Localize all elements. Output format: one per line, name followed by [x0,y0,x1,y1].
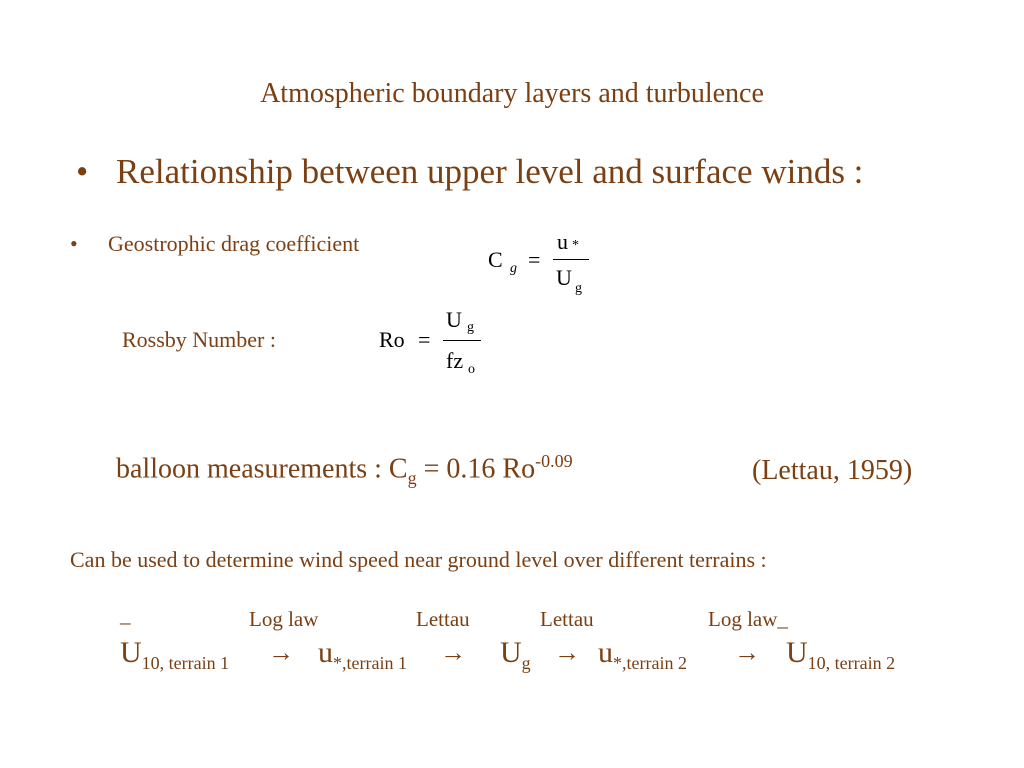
chain-label: Log law_ [708,607,788,631]
bullet-icon: • [70,231,78,256]
formula-lhs-sub: g [510,261,517,276]
slide-title: Atmospheric boundary layers and turbulence [260,78,764,109]
chain-term: $U_g$ [500,636,531,673]
chain-label: Lettau [416,607,470,631]
chain-label: Log law [249,607,319,631]
citation: (Lettau, 1959) [752,455,913,486]
chain-label: Lettau [540,607,594,631]
rossby-denominator: fz [446,348,464,373]
chain-term: $U_{10, terrain 1}$ [120,636,230,673]
formula-numerator-sub: * [572,238,579,253]
formula-numerator: u [557,229,568,254]
rossby-label: Rossby Number : [122,327,276,352]
balloon-measurement-equation [116,451,573,489]
overbar: _ [120,603,131,627]
sub-bullet-text: Geostrophic drag coefficient [108,231,360,256]
rossby-numerator-sub: g [467,320,474,335]
balloon-prefix: balloon measurements : C [116,453,408,485]
main-bullet [76,152,863,192]
rossby-denominator-sub: o [468,362,475,377]
rossby-equals: = [418,327,431,352]
balloon-exponent: -0.09 [535,451,573,471]
formula-denominator: U [556,265,572,290]
arrow-icon: → [734,638,760,667]
main-bullet-text: Relationship between upper level and surface winds : [116,152,864,191]
arrow-icon: → [268,638,294,667]
bullet-icon: • [76,152,89,191]
chain-term: $u_{*,terrain 1}$ [318,636,407,673]
arrow-icon: → [554,638,580,667]
arrow-icon: → [440,638,466,667]
fraction-bar [443,340,481,341]
chain-term: $U_{10, terrain 2}$ [786,636,896,673]
usage-text: Can be used to determine wind speed near ground level over different terrains : [70,547,767,572]
rossby-numerator: U [446,307,462,332]
balloon-middle: = 0.16 Ro [416,453,536,485]
formula-denominator-sub: g [575,281,582,296]
chain-term: $u_{*,terrain 2}$ [598,636,687,673]
rossby-lhs: Ro [379,327,405,352]
sub-bullet [70,231,359,257]
formula-equals: = [528,247,541,272]
formula-lhs: C [488,247,503,272]
balloon-c-sub: g [407,467,417,488]
fraction-bar [553,259,589,260]
